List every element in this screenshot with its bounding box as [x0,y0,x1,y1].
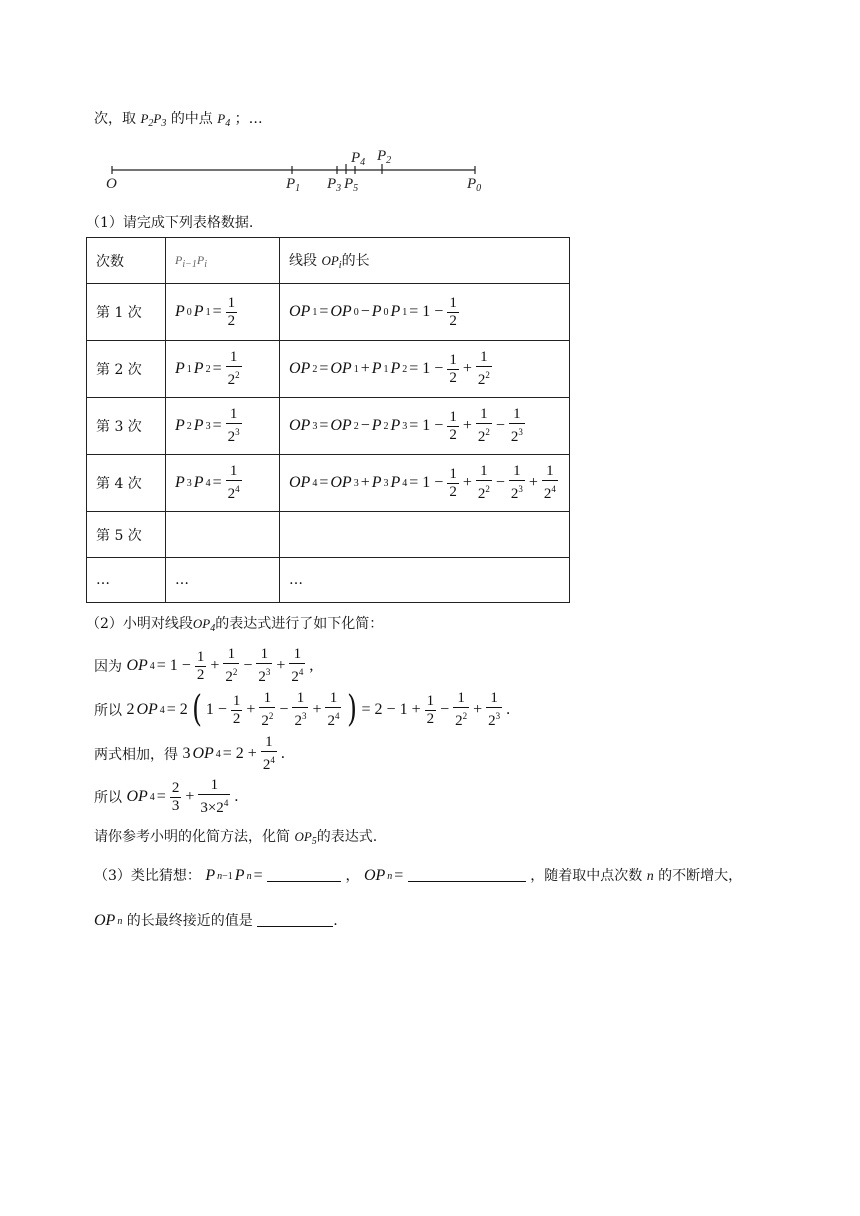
table-row [87,398,570,455]
table-row [87,455,570,512]
answer-blank-2[interactable] [408,881,526,882]
intro-text-2: 的中点 [170,111,213,127]
row-segment: P 0 P 1 = $\frac{1}{2}$ [166,284,280,341]
intro-text-3: ；… [234,111,263,127]
svg-text:P3: $P_3$ [327,176,342,194]
derivation-line-2: 所以 2 OP 4 = 2 ( 1 − $\frac{1}{2}$ + $\frac{1}{2^2}$ − $\frac{1}{2^3}$ + $\frac{1}{2^4}$ ) = 2 − 1 + $\frac{1}{2}$ − $\frac{1}{2^2}$ + $\frac{1}{2^3}$ . [94,689,511,730]
table-row [87,284,570,341]
svg-text:P1: $P_1$ [286,176,301,194]
table-row [87,512,570,558]
table-header-row [87,238,570,284]
row-length: OP 3 = OP 2 − P 2 P 3 = 1 − $\frac{1}{2}$ + $\frac{1}{2^2}$ − $\frac{1}{2^3}$ [280,398,570,455]
row-label: 第 3 次 [87,398,166,455]
derivation-line-4: 所以 OP 4 = $\frac{2}{3}$ + $\frac{1}{3\times 2^4}$ . [94,777,239,816]
svg-text:P5: $P_5$ [344,176,359,194]
row-segment: P 1 P 2 = $\frac{1}{2^2}$ [166,341,280,398]
row-label: 第 5 次 [87,512,166,558]
svg-text:P0: $P_0$ [467,176,482,194]
answer-blank-3[interactable] [257,926,333,927]
row-length: OP 2 = OP 1 + P 1 P 2 = 1 − $\frac{1}{2}$ + $\frac{1}{2^2}$ [280,341,570,398]
question-2: （2）小明对线段$OP_4$的表达式进行了如下化简： [86,616,384,634]
label-O: O [106,176,117,192]
svg-text:P2: $P_2$ [377,148,392,166]
row-label: … [87,558,166,603]
row-ellipsis: … [166,558,280,603]
derivation-line-1: 因为 OP 4 = 1 − $\frac{1}{2}$ + $\frac{1}{2^2}$ − $\frac{1}{2^3}$ + $\frac{1}{2^4}$ , [94,646,314,685]
row-label: 第 1 次 [87,284,166,341]
table-row [87,341,570,398]
answer-cell-segment[interactable] [166,512,280,558]
intro-text: 次，取 [94,111,136,127]
intro-line [94,108,263,129]
header-count: 次数 [87,238,166,284]
segment-p2p3: $P_2P_3$ [140,111,167,129]
header-segment: $P_{i-1}P_i$ [166,238,280,284]
row-length: OP 1 = OP 0 − P 0 P 1 = 1 − $\frac{1}{2}$ [280,284,570,341]
derivation-line-3: 两式相加，得 3 OP 4 = 2 + $\frac{1}{2^4}$ . [94,734,285,773]
row-label: 第 4 次 [87,455,166,512]
question-3: （3）类比猜想： P n−1 P n = ， OP n = ，随着取中点次数 n 的不断增大， [94,867,743,884]
row-segment: P 2 P 3 = $\frac{1}{2^3}$ [166,398,280,455]
question-3-line-2: OP n 的长最终接近的值是 . [94,912,338,929]
derivation-line-5: 请你参考小明的化简方法，化简 $OP_5$的表达式. [94,829,378,847]
svg-text:P4: $P_4$ [351,150,366,168]
number-line-diagram [100,144,490,194]
point-p4: $P_4$ [217,111,231,129]
row-ellipsis: … [280,558,570,603]
header-length: 线段 $OP_i$的长 [280,238,570,284]
row-label: 第 2 次 [87,341,166,398]
question-1: （1）请完成下列表格数据. [86,215,254,231]
answer-blank-1[interactable] [267,881,341,882]
row-length: OP 4 = OP 3 + P 3 P 4 = 1 − $\frac{1}{2}$ + $\frac{1}{2^2}$ − $\frac{1}{2^3}$ + $\frac{1}{2^4}$ [280,455,570,512]
row-segment: P 3 P 4 = $\frac{1}{2^4}$ [166,455,280,512]
data-table [86,237,570,603]
answer-cell-length[interactable] [280,512,570,558]
table-row [87,558,570,603]
